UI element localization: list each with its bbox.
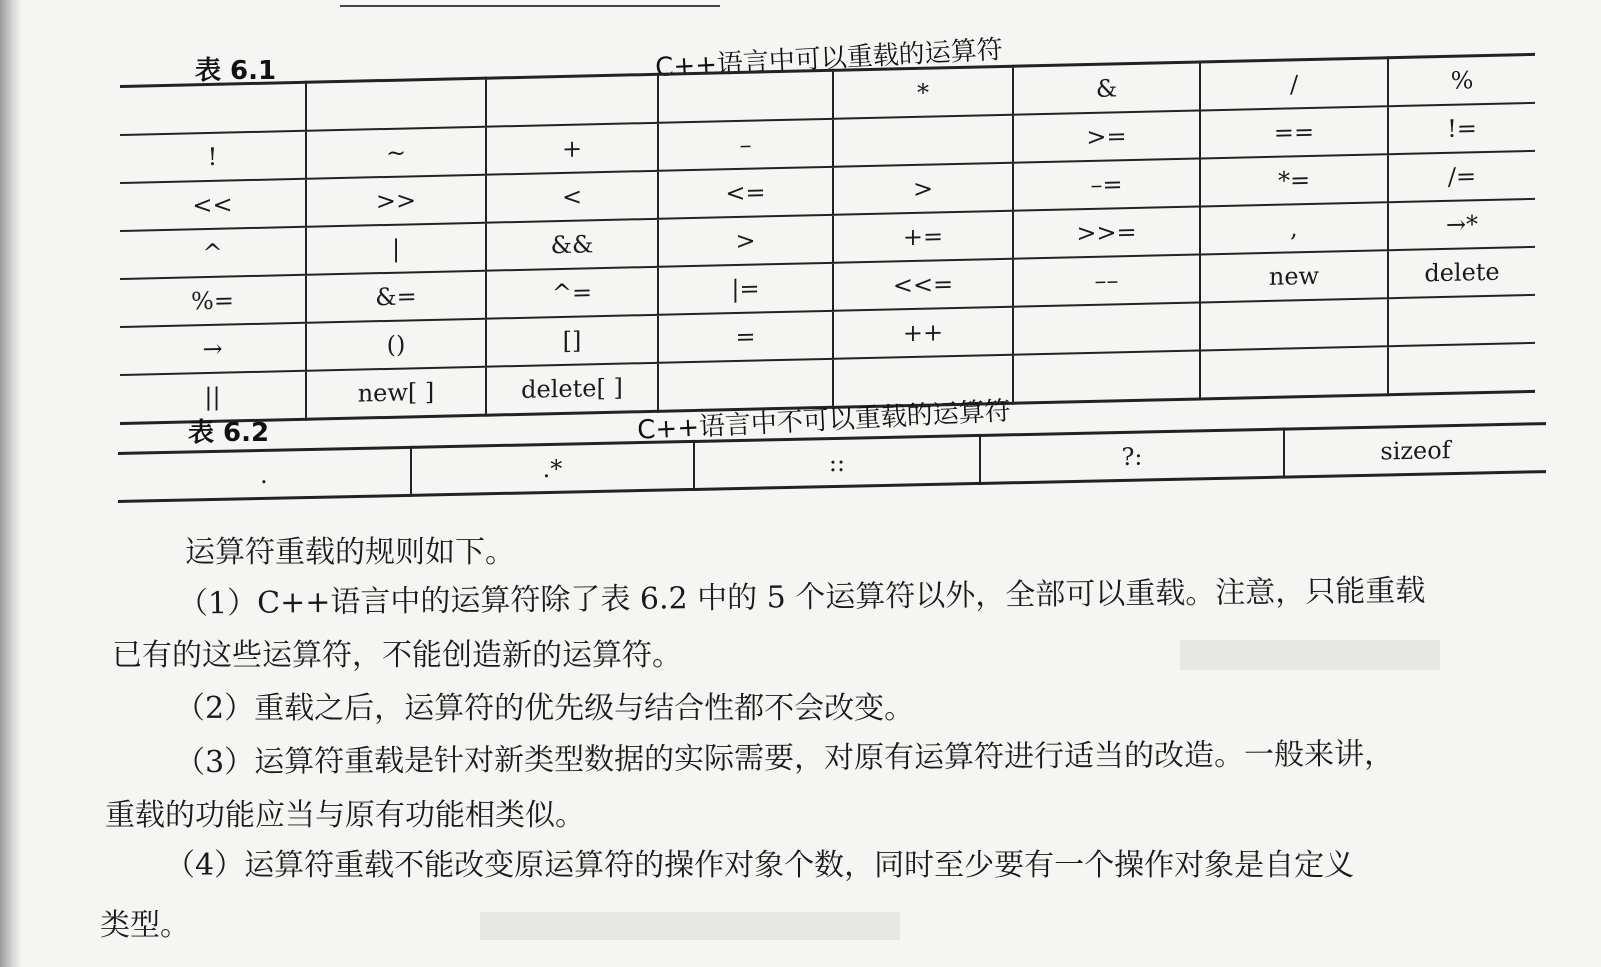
table1-cell: >: [658, 215, 833, 267]
table1-cell: *=: [1200, 154, 1388, 206]
table1-cell: /=: [1388, 151, 1535, 202]
table1-cell: ^=: [486, 267, 658, 319]
table1-cell: |=: [658, 263, 833, 315]
table1-cell: >>=: [1013, 206, 1200, 258]
table1-cell: +=: [833, 211, 1013, 263]
paragraph-intro: 运算符重载的规则如下。: [185, 535, 515, 570]
table1-cell: +: [486, 123, 658, 175]
table1-cell: <=: [658, 167, 833, 219]
table2-title: C++语言中不可以重载的运算符: [636, 396, 1012, 446]
paragraph-rule-4: （4）运算符重载不能改变原运算符的操作对象个数，同时至少要有一个操作对象是自定义: [165, 848, 1355, 883]
table1-cell: <: [486, 171, 658, 223]
paragraph-rule-3-cont: 重载的功能应当与原有功能相类似。: [105, 798, 585, 833]
table1-cell: →: [202, 334, 223, 364]
table1-cell: →*: [1388, 199, 1535, 250]
table1-cell: |: [306, 223, 486, 275]
table1-cell: <<=: [833, 259, 1013, 311]
table2-cell: sizeof: [1284, 424, 1546, 477]
table1-cell: ,: [1200, 202, 1388, 254]
table1-cell: –=: [1013, 158, 1200, 210]
table2-cell: ::: [694, 435, 980, 489]
table1-cell: /: [1200, 58, 1388, 111]
table1-cell: delete: [1388, 247, 1535, 298]
table1-cell: ^: [202, 238, 223, 268]
table1-cell: new[ ]: [306, 367, 486, 420]
table1-cell: &: [1013, 62, 1200, 115]
table1-cell: %=: [191, 286, 234, 316]
table1-cell: *: [833, 66, 1013, 119]
paragraph-rule-3: （3）运算符重载是针对新类型数据的实际需要，对原有运算符进行适当的改造。一般来讲，: [174, 736, 1395, 781]
table1-cell: >=: [1013, 110, 1200, 162]
table1-cell: ––: [1013, 254, 1200, 306]
table1-title: C++语言中可以重载的运算符: [654, 34, 1004, 84]
table1-cell: %: [1388, 54, 1535, 106]
table1-cell: >>: [306, 175, 486, 227]
table1-cell: delete[ ]: [486, 363, 658, 415]
table1-cell: ==: [1200, 106, 1388, 158]
table1-cell: []: [486, 315, 658, 367]
table1-cell: (): [306, 319, 486, 371]
paragraph-rule-2: （2）重载之后，运算符的优先级与结合性都不会改变。: [175, 691, 915, 726]
table2-cell: ?:: [980, 429, 1284, 483]
table1-cell: ++: [833, 307, 1013, 359]
bleed-through-smudge: [1180, 640, 1440, 670]
table1-caption: 表 6.1: [195, 56, 277, 86]
table1-cell: &&: [486, 219, 658, 271]
table1-cell: ~: [306, 127, 486, 179]
table2-caption: 表 6.2: [188, 418, 270, 448]
table1-cell: !=: [1388, 103, 1535, 154]
table1-cell: &=: [306, 271, 486, 323]
table2-cell: .: [260, 460, 268, 489]
table1-cell: –: [658, 119, 833, 171]
table1-cell: >: [833, 163, 1013, 215]
table1-cell: <<: [192, 190, 233, 220]
table1-cell: ||: [204, 382, 221, 412]
table1-cell: =: [658, 311, 833, 363]
bleed-through-smudge: [480, 912, 900, 940]
table1-cell: new: [1200, 250, 1388, 302]
paragraph-rule-4-cont: 类型。: [100, 908, 190, 943]
paragraph-rule-1: （1）C++语言中的运算符除了表 6.2 中的 5 个运算符以外，全部可以重载。注意，只能重载: [177, 573, 1426, 622]
table2-cell: .*: [411, 441, 694, 495]
table1-cell: !: [207, 142, 218, 172]
paragraph-rule-1-cont: 已有的这些运算符，不能创造新的运算符。: [112, 638, 682, 673]
